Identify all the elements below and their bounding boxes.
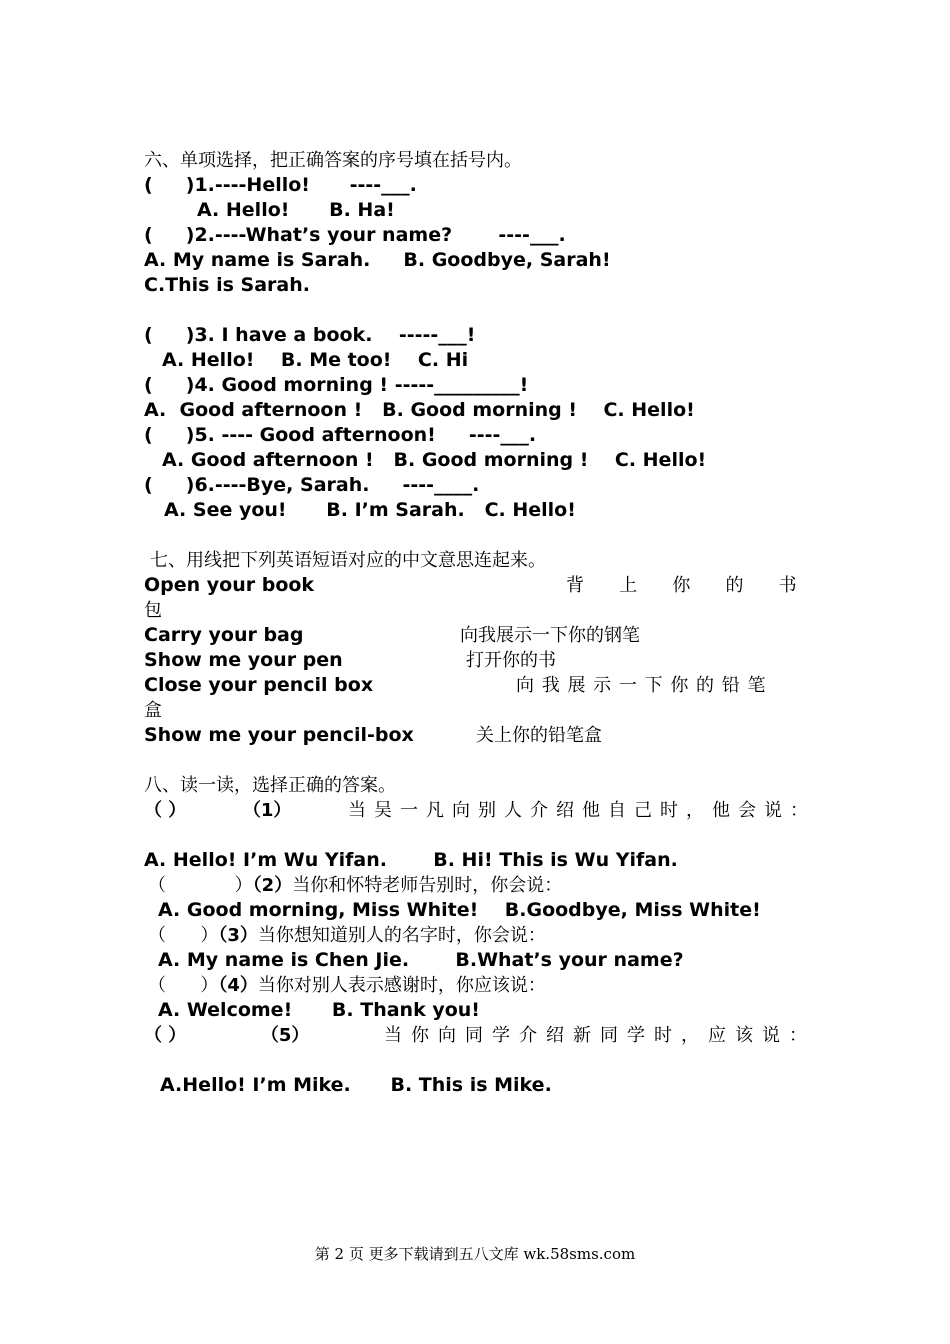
- phrase-cn-wrap: 包: [144, 600, 162, 621]
- reading-question-1-options: A. Hello! I’m Wu Yifan. B. Hi! This is Wu Yifan.: [144, 849, 678, 871]
- answer-paren: （ ）: [148, 925, 219, 946]
- phrase-cn: 打开你的书: [466, 650, 556, 671]
- phrase-cn: 背 上 你 的 书: [566, 575, 797, 596]
- reading-question-3: [148, 923, 546, 948]
- question-5: ( )5. ---- Good afternoon! ----___.: [144, 424, 537, 446]
- question-number: （4）: [218, 975, 258, 996]
- reading-question-2: [148, 873, 562, 898]
- phrase-en: Show me your pencil-box: [144, 724, 414, 746]
- answer-paren: （ ）: [144, 1025, 187, 1046]
- question-3: ( )3. I have a book. -----___!: [144, 324, 476, 346]
- answer-paren: （ ）: [144, 800, 187, 821]
- question-2: ( )2.----What’s your name? ----___.: [144, 224, 566, 246]
- reading-question-4: [148, 973, 546, 998]
- question-5-options: A. Good afternoon ! B. Good morning ! C. Hello!: [162, 449, 707, 471]
- phrase-cn: 关上你的铅笔盒: [476, 725, 602, 746]
- question-6: ( )6.----Bye, Sarah. ----____.: [144, 474, 480, 496]
- question-text: 当你向同学介绍新同学时，应该说：: [384, 1025, 816, 1046]
- question-2-options: A. My name is Sarah. B. Goodbye, Sarah!: [144, 249, 611, 271]
- question-number: （3）: [218, 925, 258, 946]
- question-6-options: A. See you! B. I’m Sarah. C. Hello!: [164, 499, 576, 521]
- reading-question-5: [144, 1023, 816, 1048]
- question-text: 当你想知道别人的名字时，你会说：: [257, 925, 546, 946]
- section-6-title: 六、单项选择，把正确答案的序号填在括号内。: [144, 150, 522, 171]
- question-3-options: A. Hello! B. Me too! C. Hi: [162, 349, 469, 371]
- question-number: （1）: [242, 800, 292, 821]
- question-1: ( )1.----Hello! ----___.: [144, 174, 417, 196]
- section-8-title: 八、读一读，选择正确的答案。: [144, 775, 396, 796]
- reading-question-3-options: A. My name is Chen Jie. B.What’s your name?: [158, 949, 684, 971]
- section-7-title: 七、用线把下列英语短语对应的中文意思连起来。: [150, 550, 546, 571]
- phrase-en: Open your book: [144, 574, 315, 596]
- phrase-en: Show me your pen: [144, 649, 343, 671]
- phrase-en: Close your pencil box: [144, 674, 374, 696]
- question-text: 当你和怀特老师告别时，你会说：: [292, 875, 563, 896]
- question-text: 当吴一凡向别人介绍他自己时，他会说：: [348, 800, 816, 821]
- page-footer: 第 2 页 更多下载请到五八文库 wk.58sms.com: [314, 1245, 636, 1263]
- reading-question-2-options: A. Good morning, Miss White! B.Goodbye, Miss White!: [158, 899, 761, 921]
- question-text: 当你对别人表示感谢时，你应该说：: [257, 975, 546, 996]
- reading-question-1: [144, 798, 816, 823]
- question-2-option-c: C.This is Sarah.: [144, 274, 310, 296]
- question-number: （2）: [252, 875, 293, 896]
- question-4-options: A. Good afternoon ! B. Good morning ! C. Hello!: [144, 399, 695, 421]
- phrase-cn: 向我展示一下你的钢笔: [460, 625, 640, 646]
- answer-paren: （ ）: [148, 975, 219, 996]
- question-4: ( )4. Good morning ! -----_________!: [144, 374, 529, 396]
- answer-paren: （ ）: [148, 875, 253, 896]
- reading-question-4-options: A. Welcome! B. Thank you!: [158, 999, 480, 1021]
- question-1-options: A. Hello! B. Ha!: [197, 199, 395, 221]
- phrase-en: Carry your bag: [144, 624, 304, 646]
- question-number: （5）: [260, 1025, 310, 1046]
- reading-question-5-options: A.Hello! I’m Mike. B. This is Mike.: [160, 1074, 552, 1096]
- phrase-cn: 向 我 展 示 一 下 你 的 铅 笔: [516, 675, 766, 696]
- phrase-cn-wrap: 盒: [144, 700, 162, 721]
